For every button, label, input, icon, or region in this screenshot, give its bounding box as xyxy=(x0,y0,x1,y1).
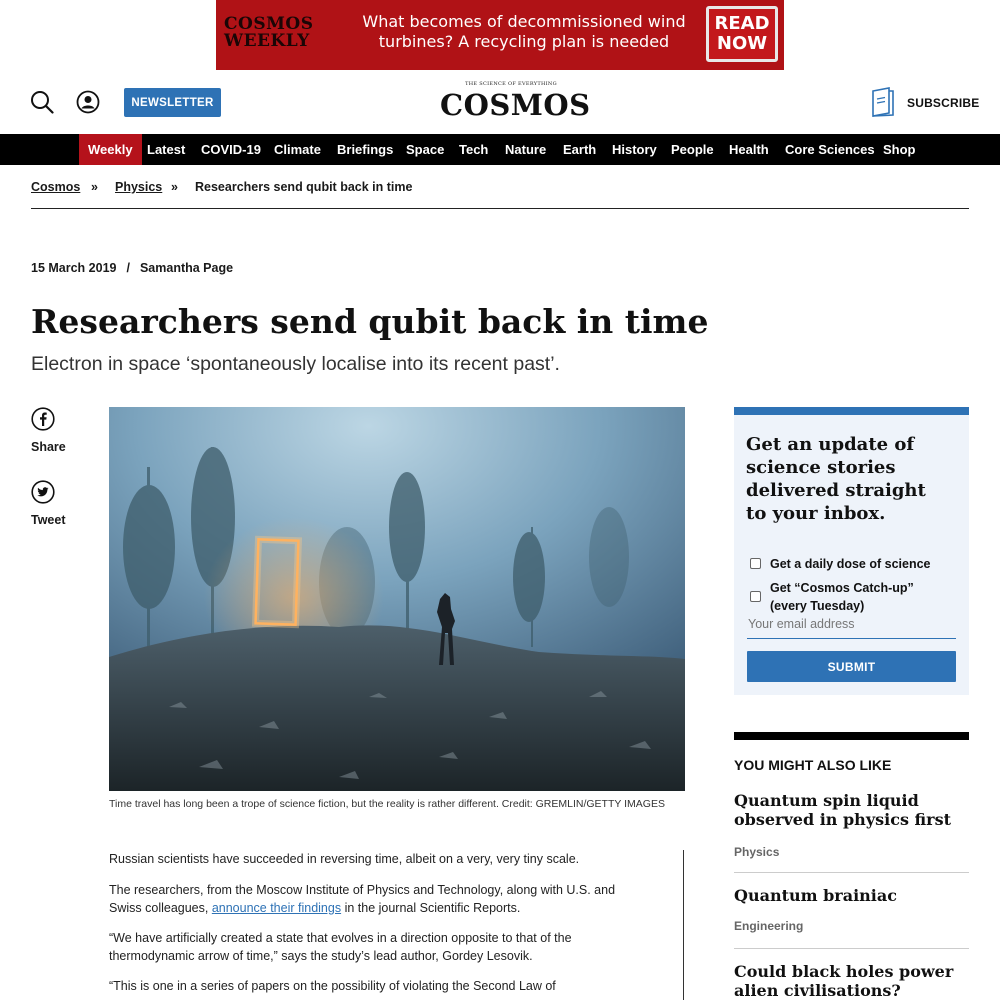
meta-separator: / xyxy=(126,261,130,275)
nav-item-briefings[interactable]: Briefings xyxy=(337,142,394,157)
daily-dose-label[interactable]: Get a daily dose of science xyxy=(770,557,931,571)
signup-title: Get an update of science stories delivered straight to your inbox. xyxy=(746,434,926,524)
ad-headline: What becomes of decommissioned wind turbines? A recycling plan is needed xyxy=(362,12,686,51)
column-divider xyxy=(683,850,684,1000)
daily-dose-checkbox[interactable] xyxy=(750,558,761,569)
main-nav xyxy=(0,134,1000,165)
account-icon[interactable] xyxy=(76,90,100,114)
nav-item-climate[interactable]: Climate xyxy=(274,142,321,157)
ad-logo-line1: COSMOS xyxy=(224,14,314,34)
nav-item-core-sciences[interactable]: Core Sciences xyxy=(785,142,875,157)
magazine-icon[interactable] xyxy=(871,87,895,117)
ad-logo-line2: WEEKLY xyxy=(224,31,310,51)
paragraph-2-text-before: The researchers, from the Moscow Institute of Physics and Technology, along with U.S. and Swiss colleagues, xyxy=(109,883,616,915)
ad-cta-line1: READ xyxy=(714,13,770,34)
paragraph-4: “This is one in a series of papers on the possibility of violating the Second Law of xyxy=(109,979,556,993)
submit-button[interactable]: SUBMIT xyxy=(747,651,956,682)
email-input[interactable]: Your email address xyxy=(747,615,956,639)
article-date: 15 March 2019 xyxy=(31,261,117,275)
ad-read-now-button[interactable] xyxy=(706,6,778,62)
nav-item-health[interactable]: Health xyxy=(729,142,769,157)
image-caption: Time travel has long been a trope of science fiction, but the reality is rather different. Credit: GREMLIN/GETTY IMAGES xyxy=(109,798,665,810)
paragraph-1: Russian scientists have succeeded in reversing time, albeit on a very, very tiny scale. xyxy=(109,852,580,866)
catch-up-label[interactable]: Get “Cosmos Catch-up” (every Tuesday) xyxy=(770,581,914,613)
related-item[interactable] xyxy=(734,962,969,1000)
related-title[interactable]: Quantum brainiac xyxy=(734,886,897,905)
paragraph-2 xyxy=(109,881,629,917)
nav-item-nature[interactable]: Nature xyxy=(505,142,547,157)
facebook-icon[interactable] xyxy=(31,407,55,431)
nav-item-weekly[interactable]: Weekly xyxy=(79,134,142,165)
newsletter-signup xyxy=(734,407,969,695)
breadcrumb xyxy=(31,179,969,209)
breadcrumb-section[interactable]: Physics xyxy=(115,180,163,194)
catch-up-checkbox[interactable] xyxy=(750,591,761,602)
site-logo[interactable]: COSMOS xyxy=(440,88,591,122)
article-author[interactable]: Samantha Page xyxy=(139,261,234,275)
breadcrumb-separator: » xyxy=(91,180,98,194)
tweet-label[interactable]: Tweet xyxy=(31,513,66,527)
related-divider xyxy=(734,732,969,740)
nav-item-earth[interactable]: Earth xyxy=(563,142,597,157)
findings-link[interactable]: announce their findings xyxy=(211,901,342,915)
option-daily-dose[interactable] xyxy=(750,555,930,573)
newsletter-button[interactable]: NEWSLETTER xyxy=(124,88,221,117)
breadcrumb-current: Researchers send qubit back in time xyxy=(195,180,413,194)
related-category[interactable]: Engineering xyxy=(734,919,804,933)
article-meta xyxy=(31,261,233,275)
related-heading: YOU MIGHT ALSO LIKE xyxy=(734,757,892,773)
nav-item-latest[interactable]: Latest xyxy=(147,142,186,157)
paragraph-3: “We have artificially created a state that evolves in a direction opposite to that of the thermodynamic arrow of time,” says the study’s lead author, Gordey Lesovik. xyxy=(109,931,572,963)
subscribe-link[interactable]: SUBSCRIBE xyxy=(907,96,980,110)
nav-item-history[interactable]: History xyxy=(612,142,657,157)
related-title[interactable]: Could black holes power alien civilisations? xyxy=(734,962,954,1000)
ad-cta-line2: NOW xyxy=(716,33,768,54)
share-label[interactable]: Share xyxy=(31,440,66,454)
article-title: Researchers send qubit back in time xyxy=(31,302,709,341)
hero-image xyxy=(109,407,685,791)
nav-item-shop[interactable]: Shop xyxy=(883,142,916,157)
related-item[interactable] xyxy=(734,886,969,949)
related-category[interactable]: Physics xyxy=(734,845,780,859)
related-item[interactable] xyxy=(734,791,969,873)
option-catch-up[interactable] xyxy=(750,579,940,615)
nav-item-space[interactable]: Space xyxy=(406,142,445,157)
twitter-icon[interactable] xyxy=(31,480,55,504)
nav-item-tech[interactable]: Tech xyxy=(459,142,489,157)
logo-tagline: THE SCIENCE OF EVERYTHING xyxy=(465,81,557,87)
ad-logo xyxy=(224,16,314,50)
nav-item-people[interactable]: People xyxy=(671,142,714,157)
related-title[interactable]: Quantum spin liquid observed in physics first xyxy=(734,791,951,829)
breadcrumb-home[interactable]: Cosmos xyxy=(31,180,81,194)
search-icon[interactable] xyxy=(30,90,54,114)
breadcrumb-separator: » xyxy=(171,180,178,194)
ad-banner[interactable] xyxy=(216,0,784,70)
paragraph-2-text-after: in the journal Scientific Reports. xyxy=(341,901,521,915)
article-subtitle: Electron in space ‘spontaneously localise into its recent past’. xyxy=(31,353,560,375)
nav-item-covid-19[interactable]: COVID-19 xyxy=(201,142,261,157)
